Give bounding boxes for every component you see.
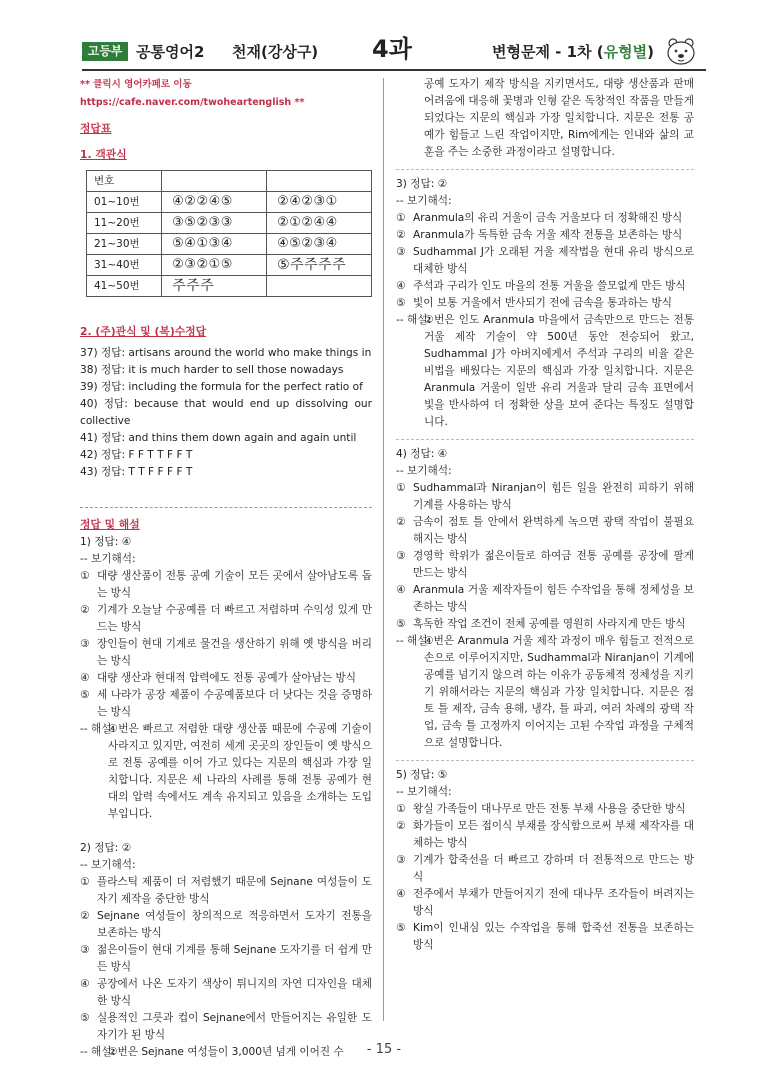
choice-number: ① [396,482,406,494]
subjective-answer: 40) 정답: because that would end up dissolving our collective [80,398,372,427]
table-cell-range: 11~20번 [87,213,162,234]
list-item [396,244,694,278]
q5-answer: 5) 정답: ⑤ [396,769,448,781]
solution-text: ④번은 Aranmula 거울 제작 과정이 매우 힘들고 전적으로 손으로 이루어지지만, Sudhammal과 Niranjan이 기계에 공예를 넘기지 않으려 하는 이유가 공동체적 정체성을 지키기 위해서라는 지문의 핵심과 가장 일치합니다. 지문은 점토 틀 제작, 금속 용해, 냉각, 틀 파괴, 여러 차례의 광택 작업, 금속 틀 고정까지 이어지는 고된 수작업 과정을 구체적으로 설명합니다. [424,635,694,749]
choice-number: ⑤ [80,689,90,701]
section-divider [396,169,694,170]
subjective-title: 2. (주)관식 및 (복)수정답 [80,325,207,338]
choice-number: ① [396,212,406,224]
q4-translation-label: -- 보기해석: [396,465,452,477]
list-item [80,976,372,1010]
publisher-title: 천재(강상구) [232,43,319,61]
table-cell-answers: ②③②①⑤ [162,255,267,276]
table-cell-range: 41~50번 [87,276,162,297]
choice-number: ② [396,516,406,528]
table-cell-answers: ③⑤②③③ [162,213,267,234]
table-cell [162,171,267,192]
list-item [396,582,694,616]
subjective-answer: 39) 정답: including the formula for the perfect ratio of [80,381,363,393]
q1-solution [80,721,372,823]
choice-text: 화가들이 모든 접이식 부채를 장식함으로써 부채 제작자를 대체하는 방식 [413,820,694,849]
answer-table-title: 정답표 [80,122,112,135]
column-divider [383,78,384,1021]
q3-translation-label: -- 보기해석: [396,195,452,207]
subjective-answer: 41) 정답: and thins them down again and again until [80,432,357,444]
subject-title: 공통영어2 [136,43,205,61]
section-divider [80,507,372,508]
list-item [80,636,372,670]
table-header-cell: 번호 [87,171,162,192]
choice-text: 주석과 구리가 인도 마을의 전통 거울을 쓸모없게 만든 방식 [413,280,686,292]
table-cell-range: 01~10번 [87,192,162,213]
list-item [396,210,694,227]
choice-number: ② [80,910,90,922]
choice-text: 장인들이 현대 기계로 물건을 생산하기 위해 옛 방식을 버리는 방식 [97,638,372,667]
choice-text: 실용적인 그릇과 컵이 Sejnane에서 만들어지는 유일한 도자기가 된 방식 [97,1012,372,1041]
choice-number: ② [80,604,90,616]
choice-text: Sudhammal과 Niranjan이 힘든 일을 완전히 피하기 위해 기계를 사용하는 방식 [413,482,694,511]
list-item [396,852,694,886]
table-row [87,213,372,234]
choice-text: 공장에서 나온 도자기 색상이 튀니지의 자연 디자인을 대체한 방식 [97,978,372,1007]
left-column [80,76,372,1061]
choice-number: ④ [396,584,406,596]
right-column [396,76,694,954]
table-cell [267,171,372,192]
section-divider [396,760,694,761]
table-cell-answers: ②①②④④ [267,213,372,234]
section-divider [396,439,694,440]
table-cell-answers: ④⑤②③④ [267,234,372,255]
header-divider [82,69,706,71]
choice-number: ② [396,820,406,832]
choice-text: Kim이 인내심 있는 수작업을 통해 합죽선 전통을 보존하는 방식 [413,922,694,951]
list-item [80,942,372,976]
cafe-link[interactable]: ** 클릭시 영어카페로 이동 https://cafe.naver.com/twoheartenglish ** [80,79,305,108]
choice-number: ⑤ [396,922,406,934]
choice-text: 금속이 점토 틀 안에서 완벽하게 녹으면 광택 작업이 불필요해지는 방식 [413,516,694,545]
q2-answer: 2) 정답: ② [80,842,132,854]
table-cell-answers: 주주주 [162,276,267,297]
q3-answer: 3) 정답: ② [396,178,448,190]
table-cell-answers: ②④②③① [267,192,372,213]
choice-text: Sejnane 여성들이 창의적으로 적응하면서 도자기 전통을 보존하는 방식 [97,910,372,939]
choice-text: 경영학 학위가 젊은이들로 하여금 전통 공예를 공장에 팔게 만드는 방식 [413,550,694,579]
list-item [80,568,372,602]
choice-text: 젊은이들이 현대 기계를 통해 Sejnane 도자기를 더 쉽게 만든 방식 [97,944,372,973]
solution-text: ④번은 빠르고 저렴한 대량 생산품 때문에 수공예 기술이 사라지고 있지만, 여전히 세계 곳곳의 장인들이 옛 방식으로 전통 공예를 이어 가고 있다는 지문의 핵심과 가장 일치합니다. 지문은 세 나라의 사례를 통해 전통 공예가 현대의 압력 속에서도 계속 유지되고 있음을 소개하는 도입부입니다. [108,723,372,820]
solution-text: ②번은 Sejnane 여성들이 3,000년 넘게 이어진 수 [108,1046,344,1058]
answer-table [86,170,372,297]
list-item [396,227,694,244]
list-item [396,295,694,312]
table-row [87,276,372,297]
list-item [80,602,372,636]
choice-number: ① [396,803,406,815]
solution-label: -- 해설: [80,723,116,735]
table-cell-answers: ⑤④①③④ [162,234,267,255]
choice-text: Aranmula 거울 제작자들이 힘든 수작업을 통해 정체성을 보존하는 방식 [413,584,694,613]
list-item [80,1010,372,1044]
choice-text: 기계가 합죽선을 더 빠르고 강하며 더 전통적으로 만드는 방식 [413,854,694,883]
table-cell-range: 31~40번 [87,255,162,276]
list-item [80,874,372,908]
choice-number: ③ [396,854,406,866]
table-row [87,192,372,213]
list-item [80,687,372,721]
list-item [396,616,694,633]
q2-translation-label: -- 보기해석: [80,859,136,871]
choice-text: 플라스틱 제품이 더 저렴했기 때문에 Sejnane 여성들이 도자기 제작을 중단한 방식 [97,876,372,905]
choice-number: ③ [396,550,406,562]
choice-text: Aranmula가 독특한 금속 거울 제작 전통을 보존하는 방식 [413,229,683,241]
bear-mascot-icon [664,36,698,66]
solution-label: -- 해설: [396,635,432,647]
page-header [82,35,706,66]
test-type-suffix: ) [647,43,654,61]
level-badge: 고등부 [82,42,128,61]
table-cell-range: 21~30번 [87,234,162,255]
solutions-title: 정답 및 해설 [80,518,140,531]
choice-text: 전주에서 부채가 만들어지기 전에 대나무 조각들이 버려지는 방식 [413,888,694,917]
table-cell-answers: ④②②④⑤ [162,192,267,213]
q5-translation-label: -- 보기해석: [396,786,452,798]
choice-number: ⑤ [80,1012,90,1024]
list-item [396,920,694,954]
list-item [396,480,694,514]
choice-number: ② [396,229,406,241]
test-type-title [492,40,654,64]
solution-text: ②번은 인도 Aranmula 마을에서 금속만으로 만드는 전통 거울 제작 기술이 약 500년 동안 전승되어 왔고, Sudhammal J가 아버지에게서 주석과 구리의 비율 같은 비법을 배웠다는 지문의 핵심과 가장 일치합니다. 지문은 Aranmula 거울이 일반 유리 거울과 달리 금속 표면에서 빛을 반사하여 더 정확한 상을 보여 준다는 특징도 설명합니다. [424,314,694,428]
choice-text: 혹독한 작업 조건이 전체 공예를 영원히 사라지게 만든 방식 [413,618,686,630]
q3-solution [396,312,694,431]
q1-translation-label: -- 보기해석: [80,553,136,565]
choice-text: 대량 생산품이 전통 공예 기술이 모든 곳에서 살아남도록 돕는 방식 [97,570,372,599]
choice-text: 대량 생산과 현대적 압력에도 전통 공예가 살아남는 방식 [97,672,356,684]
choice-number: ④ [396,280,406,292]
list-item [396,886,694,920]
test-type-highlight: 유형별 [603,43,648,61]
choice-number: ① [80,876,90,888]
solution-label: -- 해설: [396,314,432,326]
q4-answer: 4) 정답: ④ [396,448,448,460]
list-item [396,548,694,582]
choice-number: ④ [396,888,406,900]
q2-solution-continued: 공예 도자기 제작 방식을 지키면서도, 대량 생산품과 판매 어려움에 대응해 꽃병과 인형 같은 독창적인 작품을 만들게 되었다는 지문의 핵심과 가장 일치합니다. 지문은 전통 공예가 힘들고 느린 작업이지만, Rim에게는 인내와 삶의 교훈을 주는 소중한 과정이라고 설명합니다. [424,78,694,158]
subjective-answer: 43) 정답: T T F F F F T [80,466,193,478]
list-item [396,278,694,295]
q1-answer: 1) 정답: ④ [80,536,132,548]
choice-number: ① [80,570,90,582]
choice-text: 기계가 오늘날 수공예를 더 빠르고 저렴하며 수익성 있게 만드는 방식 [97,604,372,633]
q4-solution [396,633,694,752]
table-row [87,255,372,276]
table-row [87,234,372,255]
choice-number: ⑤ [396,618,406,630]
choice-number: ⑤ [396,297,406,309]
lesson-title: 4과 [372,35,412,63]
choice-number: ④ [80,978,90,990]
list-item [396,514,694,548]
subjective-answer: 37) 정답: artisans around the world who make things in [80,347,372,359]
choice-text: 세 나라가 공장 제품이 수공예품보다 더 낫다는 것을 증명하는 방식 [97,689,372,718]
choice-number: ④ [80,672,90,684]
list-item [80,670,372,687]
list-item [396,801,694,818]
table-cell-answers [267,276,372,297]
page-number: - 15 - [366,1042,402,1057]
choice-text: 왕실 가족들이 대나무로 만든 전통 부채 사용을 중단한 방식 [413,803,686,815]
subjective-answer: 38) 정답: it is much harder to sell those nowadays [80,364,344,376]
choice-text: 빛이 보통 거울에서 반사되기 전에 금속을 통과하는 방식 [413,297,672,309]
choice-text: Sudhammal J가 오래된 거울 제작법을 현대 유리 방식으로 대체한 방식 [413,246,694,275]
choice-number: ③ [80,638,90,650]
choice-number: ③ [396,246,406,258]
choice-text: Aranmula의 유리 거울이 금속 거울보다 더 정확해진 방식 [413,212,683,224]
subjective-answer: 42) 정답: F F T T F F T [80,449,193,461]
objective-title: 1. 객관식 [80,148,127,161]
table-row [87,171,372,192]
table-cell-answers: ⑤주주주주 [267,255,372,276]
choice-number: ③ [80,944,90,956]
test-type-prefix: 변형문제 - 1차 ( [492,43,604,61]
list-item [80,908,372,942]
solution-label: -- 해설: [80,1046,116,1058]
list-item [396,818,694,852]
